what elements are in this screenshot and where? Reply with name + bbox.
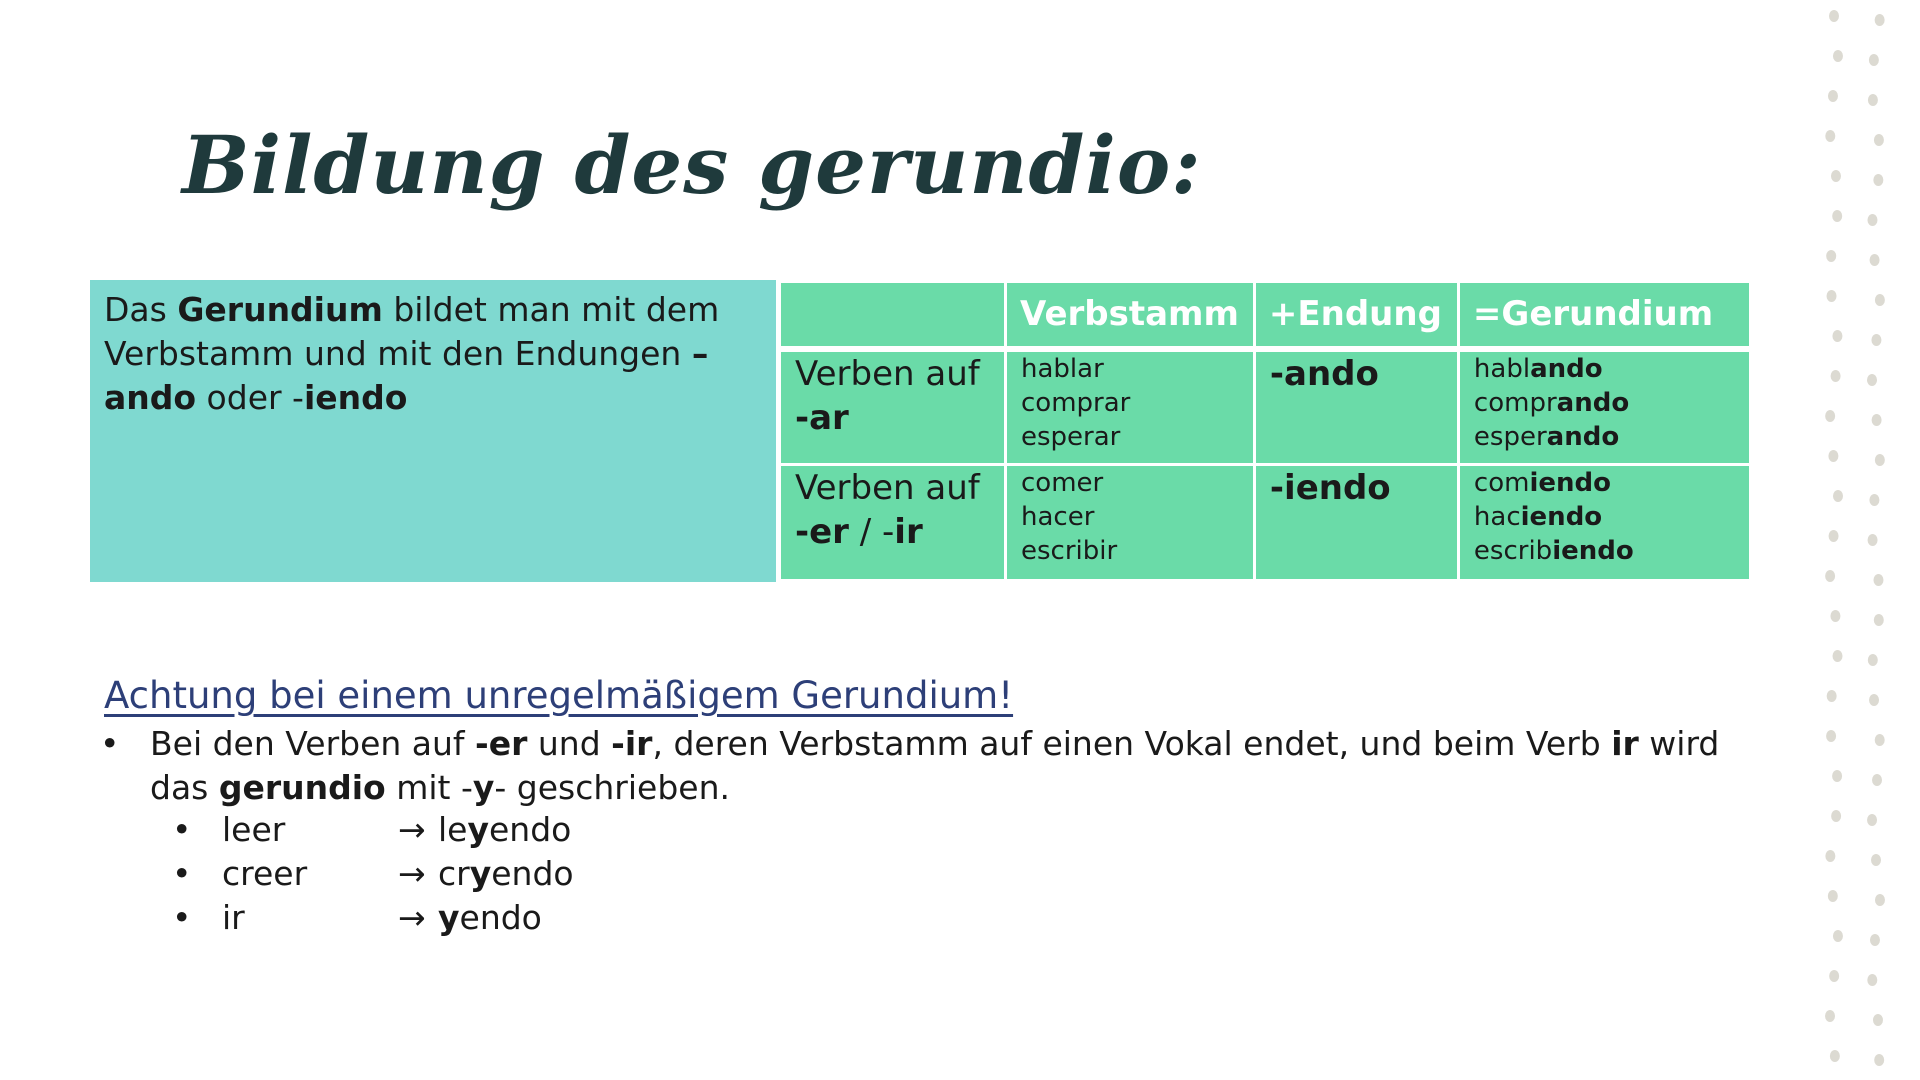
decorative-dot bbox=[1830, 610, 1840, 622]
decorative-dot bbox=[1873, 174, 1883, 186]
decorative-dot bbox=[1825, 130, 1835, 142]
example-verb: leer bbox=[222, 810, 286, 849]
example-verb: creer bbox=[222, 854, 308, 893]
verb-stem: escribir bbox=[1021, 536, 1118, 566]
decorative-dot bbox=[1828, 90, 1838, 102]
decorative-dot bbox=[1868, 534, 1878, 546]
decorative-dot bbox=[1875, 294, 1885, 306]
decorative-dot bbox=[1868, 94, 1878, 106]
decorative-dot bbox=[1873, 1014, 1883, 1026]
group-ending: -er bbox=[795, 512, 849, 552]
gerund-form: haciendo bbox=[1473, 502, 1603, 532]
group-ending: -ar bbox=[795, 397, 849, 438]
intro-text-1: Das bbox=[104, 290, 178, 329]
intro-text-3: oder - bbox=[196, 378, 304, 417]
decorative-dot bbox=[1875, 454, 1885, 466]
decorative-dot bbox=[1833, 50, 1843, 62]
example-verb: ir bbox=[222, 898, 245, 937]
gerund-form: comprando bbox=[1473, 387, 1630, 418]
verb-stem: comprar bbox=[1021, 387, 1131, 418]
decorative-dot bbox=[1871, 334, 1881, 346]
decorative-dot bbox=[1828, 890, 1838, 902]
arrow-right-icon: → bbox=[398, 854, 426, 893]
arrow-right-icon: → bbox=[398, 898, 426, 937]
bullet-icon: • bbox=[172, 810, 192, 849]
header-cell-empty bbox=[780, 282, 1006, 349]
decorative-dot bbox=[1833, 650, 1843, 662]
verb-stem: comer bbox=[1021, 468, 1104, 498]
decorative-dot bbox=[1831, 810, 1841, 822]
table-row bbox=[780, 349, 1751, 465]
decorative-dot bbox=[1867, 814, 1877, 826]
decorative-dot bbox=[1827, 290, 1837, 302]
ending-ando: -ando bbox=[1254, 349, 1458, 465]
decorative-dot bbox=[1874, 1054, 1884, 1066]
decorative-dot bbox=[1825, 570, 1835, 582]
header-gerundium: =Gerundium bbox=[1458, 282, 1750, 349]
gerund-form: comiendo bbox=[1473, 468, 1611, 498]
decorative-dot bbox=[1826, 730, 1836, 742]
decorative-dot bbox=[1829, 970, 1839, 982]
decorative-dot bbox=[1869, 54, 1879, 66]
decorative-dot bbox=[1874, 134, 1884, 146]
decorative-dot bbox=[1875, 14, 1885, 26]
decorative-dot bbox=[1825, 850, 1835, 862]
page-title: Bildung des gerundio: bbox=[182, 118, 1202, 212]
decorative-dot bbox=[1826, 250, 1836, 262]
gerund-form: escribiendo bbox=[1473, 536, 1634, 566]
decorative-dot bbox=[1875, 894, 1885, 906]
decorative-dot bbox=[1830, 1050, 1840, 1062]
decorative-dot bbox=[1874, 614, 1884, 626]
decorative-dot bbox=[1870, 254, 1880, 266]
decorative-dot bbox=[1831, 170, 1841, 182]
decorative-dot bbox=[1833, 930, 1843, 942]
decorative-dot bbox=[1867, 974, 1877, 986]
bullet-icon: • bbox=[172, 854, 192, 893]
verb-group-ar bbox=[780, 349, 1006, 465]
arrow-right-icon: → bbox=[398, 810, 426, 849]
example-gerund: yendo bbox=[438, 898, 542, 937]
decorative-dot bbox=[1872, 414, 1882, 426]
decorative-dot bbox=[1829, 10, 1839, 22]
decorative-dot bbox=[1871, 854, 1881, 866]
gerunds-er-ir bbox=[1458, 465, 1750, 581]
decorative-dot bbox=[1832, 210, 1842, 222]
decorative-dot bbox=[1832, 330, 1842, 342]
gerund-form: hablando bbox=[1473, 353, 1603, 384]
decorative-dot bbox=[1832, 770, 1842, 782]
irregular-note-heading: Achtung bei einem unregelmäßigem Gerundium! bbox=[104, 674, 1014, 717]
group-label: Verben auf bbox=[795, 468, 980, 508]
gerunds-ar bbox=[1458, 349, 1750, 465]
group-label: Verben auf bbox=[795, 353, 980, 394]
header-endung: +Endung bbox=[1254, 282, 1458, 349]
decorative-dot bbox=[1867, 214, 1877, 226]
verb-group-er-ir: Verben auf -er / -ir bbox=[780, 465, 1006, 581]
verb-stem: hablar bbox=[1021, 353, 1104, 384]
verb-stem: hacer bbox=[1021, 502, 1095, 532]
decorative-dot bbox=[1827, 690, 1837, 702]
header-verbstamm: Verbstamm bbox=[1006, 282, 1255, 349]
decorative-dot bbox=[1875, 734, 1885, 746]
example-gerund: cryendo bbox=[438, 854, 574, 893]
decorative-dot bbox=[1870, 934, 1880, 946]
decorative-dot bbox=[1867, 374, 1877, 386]
rule-text: Bei den Verben auf -er und -ir, deren Verbstamm auf einen Vokal endet, und beim Verb ir wird das gerundio mit -y- geschrieben. bbox=[150, 724, 1720, 807]
intro-box bbox=[90, 280, 776, 582]
gerund-table bbox=[778, 280, 1752, 582]
decorative-dot bbox=[1828, 450, 1838, 462]
bullet-icon: • bbox=[172, 898, 192, 937]
decorative-dot bbox=[1869, 694, 1879, 706]
dotted-border-decoration-icon bbox=[1800, 0, 1920, 1080]
irregular-rule bbox=[100, 722, 1740, 810]
intro-bold-gerundium: Gerundium bbox=[177, 290, 383, 329]
decorative-dot bbox=[1829, 530, 1839, 542]
decorative-dot bbox=[1825, 410, 1835, 422]
intro-bold-iendo: iendo bbox=[303, 378, 408, 417]
verb-stems-ar bbox=[1006, 349, 1255, 465]
verb-stem: esperar bbox=[1021, 421, 1121, 452]
decorative-dot bbox=[1872, 774, 1882, 786]
table-row bbox=[780, 465, 1751, 581]
decorative-dot bbox=[1869, 494, 1879, 506]
verb-stems-er-ir bbox=[1006, 465, 1255, 581]
decorative-dot bbox=[1825, 1010, 1835, 1022]
example-gerund: leyendo bbox=[438, 810, 572, 849]
intro-text-2: bildet man mit dem Verbstamm und mit den Endungen bbox=[104, 290, 720, 373]
decorative-dot bbox=[1868, 654, 1878, 666]
gerund-form: esperando bbox=[1473, 421, 1620, 452]
bullet-icon: • bbox=[100, 724, 120, 763]
decorative-dot bbox=[1873, 574, 1883, 586]
decorative-dot bbox=[1831, 370, 1841, 382]
table-header-row bbox=[780, 282, 1751, 349]
decorative-dot bbox=[1833, 490, 1843, 502]
ending-iendo: -iendo bbox=[1254, 465, 1458, 581]
intro-bold-ando: –ando bbox=[104, 334, 709, 417]
